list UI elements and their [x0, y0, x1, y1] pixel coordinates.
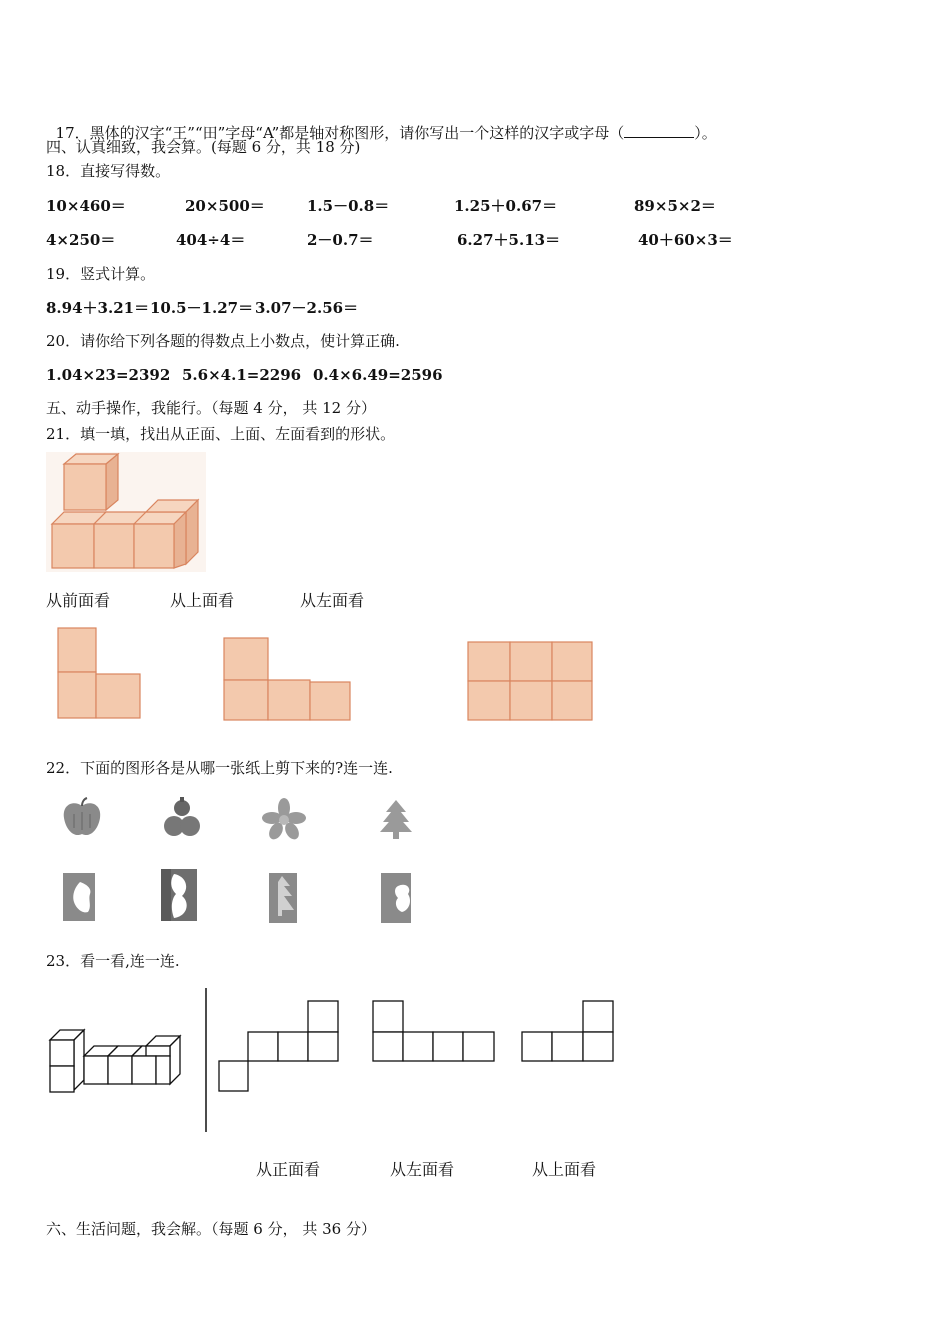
- section-4-title: 四、认真细致，我会算。(每题 6 分，共 18 分): [46, 138, 361, 156]
- paper-sheet-4: [380, 872, 412, 924]
- question-20-title: 20．请你给下列各题的得数点上小数点，使计算正确.: [46, 332, 400, 350]
- calc-item: 1.25＋0.67＝: [454, 197, 558, 215]
- paper-sheet-1: [62, 872, 96, 922]
- view-shape-3: [466, 640, 594, 722]
- cube-stack-figure: [46, 452, 206, 572]
- view-label-top: 从上面看: [170, 591, 235, 610]
- paper-sheet-2: [160, 868, 198, 922]
- q23-view-c: [521, 1000, 615, 1063]
- calc-item: 404÷4＝: [176, 231, 246, 249]
- question-17-end: ）。: [694, 124, 717, 142]
- calc-item: 0.4×6.49=2596: [313, 366, 443, 384]
- view-label-front: 从前面看: [46, 591, 111, 610]
- section-5-title: 五、动手操作，我能行。（每题 4 分， 共 12 分）: [46, 399, 376, 417]
- q23-cube-model: [48, 1026, 184, 1094]
- calc-item: 2－0.7＝: [307, 231, 374, 249]
- calc-item: 8.94＋3.21＝: [46, 299, 150, 317]
- calc-item: 10.5－1.27＝: [150, 299, 254, 317]
- question-18-title: 18．直接写得数。: [46, 162, 171, 180]
- question-22-title: 22．下面的图形各是从哪一张纸上剪下来的?连一连.: [46, 759, 393, 777]
- calc-item: 6.27＋5.13＝: [457, 231, 561, 249]
- section-6-title: 六、生活问题，我会解。（每题 6 分， 共 36 分）: [46, 1220, 376, 1238]
- paper-sheet-3: [268, 872, 298, 924]
- question-21-title: 21．填一填，找出从正面、上面、左面看到的形状。: [46, 425, 396, 443]
- q23-label-front: 从正面看: [256, 1160, 321, 1179]
- question-19-title: 19．竖式计算。: [46, 265, 156, 283]
- tree-shape-icon: [378, 798, 414, 840]
- question-17-text: 17．黑体的汉字“王”“田”字母“A”都是轴对称图形，请你写出一个这样的汉字或字母（: [55, 124, 625, 142]
- question-23-title: 23．看一看,连一连.: [46, 952, 180, 970]
- flower-shape-icon: [262, 798, 306, 840]
- q23-label-left: 从左面看: [390, 1160, 455, 1179]
- apple-shape-icon: [60, 796, 104, 840]
- calc-item: 1.04×23=2392: [46, 366, 171, 384]
- q23-view-a: [218, 1000, 340, 1093]
- calc-item: 89×5×2＝: [634, 197, 716, 215]
- view-shape-2: [222, 636, 352, 722]
- calc-item: 4×250＝: [46, 231, 116, 249]
- calc-item: 20×500＝: [185, 197, 265, 215]
- gourd-shape-icon: [162, 796, 202, 842]
- answer-blank[interactable]: [624, 123, 694, 138]
- divider-line: [204, 988, 208, 1132]
- calc-item: 1.5－0.8＝: [307, 197, 390, 215]
- view-shape-1: [56, 626, 142, 720]
- calc-item: 40＋60×3＝: [638, 231, 733, 249]
- q23-label-top: 从上面看: [532, 1160, 597, 1179]
- calc-item: 5.6×4.1=2296: [182, 366, 302, 384]
- calc-item: 10×460＝: [46, 197, 126, 215]
- calc-item: 3.07－2.56＝: [255, 299, 359, 317]
- view-label-left: 从左面看: [300, 591, 365, 610]
- q23-view-b: [372, 1000, 496, 1063]
